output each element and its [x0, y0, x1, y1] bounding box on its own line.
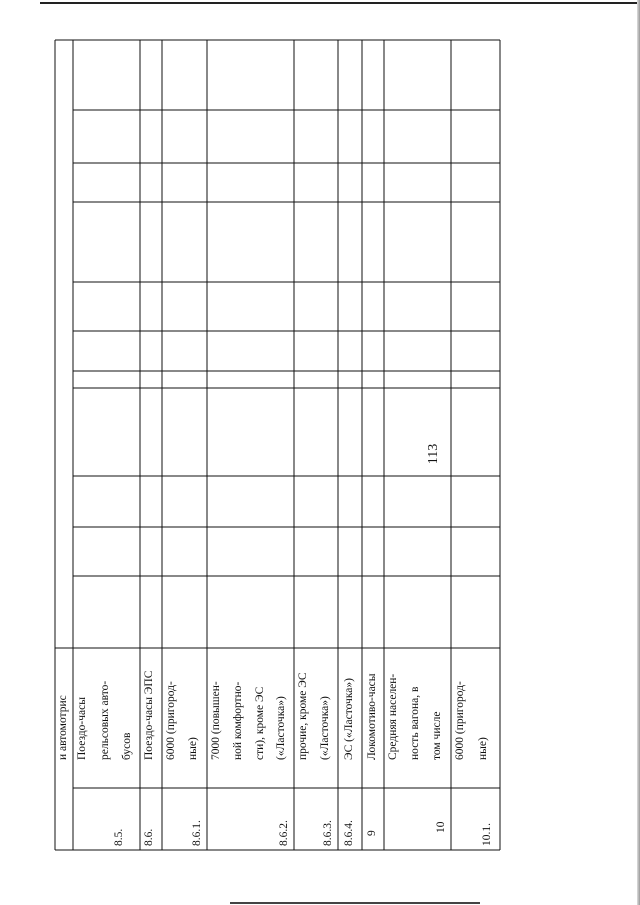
- row-label-line: ные): [187, 737, 199, 760]
- row-number: 8.6.4.: [343, 820, 355, 846]
- row-number: 8.6.1.: [191, 820, 203, 846]
- row-label-line: ные): [477, 737, 489, 760]
- row-label-line: 6000 (пригород-: [165, 681, 177, 760]
- row-label-line: 7000 (повышен-: [210, 681, 222, 760]
- row-label-line: рельсовых авто-: [99, 680, 111, 760]
- row-number: 8.5.: [113, 828, 125, 846]
- row-label-line: ность вагона, в: [409, 686, 421, 760]
- row-number: 10.1.: [481, 823, 493, 846]
- row-number: 9: [366, 830, 378, 836]
- row-label-line: и автомотрис: [57, 695, 69, 760]
- row-label-line: сти), кроме ЭС: [254, 686, 266, 760]
- row-label-line: 6000 (пригород-: [454, 681, 466, 760]
- row-number: 8.6.2.: [278, 820, 290, 846]
- row-label-line: Поездо-часы ЭПС: [143, 670, 155, 760]
- row-label-line: бусов: [121, 732, 133, 760]
- row-label-line: Локомотиво-часы: [366, 673, 378, 760]
- page-number: 113: [426, 443, 441, 465]
- row-label-line: том числе: [431, 711, 443, 760]
- row-number: 8.6.3.: [322, 820, 334, 846]
- row-label-line: Средняя населен-: [387, 673, 399, 760]
- row-number: 8.6.: [143, 828, 155, 846]
- row-label-line: («Ласточка»): [275, 696, 287, 760]
- row-label-line: Поездо-часы: [76, 697, 88, 760]
- row-number: 10: [435, 821, 447, 833]
- row-label-line: ЭС («Ласточка»): [343, 678, 355, 760]
- row-label-line: прочие, кроме ЭС: [297, 672, 309, 760]
- row-label-line: («Ласточка»): [319, 696, 331, 760]
- row-label-line: ной комфортно-: [232, 681, 244, 760]
